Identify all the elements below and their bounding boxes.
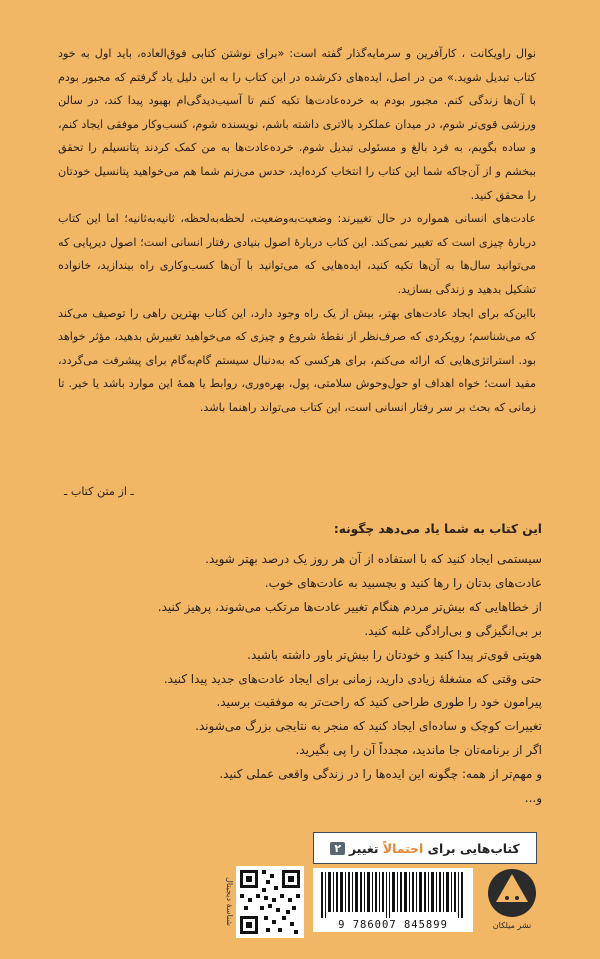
list-item: و مهم‌تر از همه: چگونه این ایده‌ها را در زندگی واقعی عملی کنید. <box>219 767 542 782</box>
series-suffix: تغییر <box>349 840 379 856</box>
list-item: هویتی قوی‌تر پیدا کنید و خودتان را بیش‌تر باور داشته باشید. <box>247 647 542 662</box>
list-item: بر بی‌انگیزگی و بی‌ارادگی غلبه کنید. <box>364 623 542 638</box>
list-item: عادت‌های بدتان را رها کنید و بچسبید به عادت‌های خوب. <box>264 575 542 590</box>
qr-caption: شناسهٔ دیجیتال <box>225 877 234 927</box>
intro-paragraph-3: بااین‌که برای ایجاد عادت‌های بهتر، بیش از یک راه وجود دارد، این کتاب بهترین راهی را توصیف می‌کند که می‌شناسم؛ رویکردی که صرف‌نظر از نقطهٔ شروع و چیزی که می‌خواهید تغییرش بدهید، مؤثر خواهد بود. استراتژی‌هایی که ارائه می‌کنم، برای هرکسی که به‌دنبال سیستم گام‌به‌گام برای پیشرفت می‌گردد، مفید است؛ خواه اهداف او حول‌وحوش سلامتی، پول، بهره‌وری، روابط یا همهٔ این موارد باشد یا خیر. تا زمانی که بحث بر سر رفتار انسانی است، این کتاب می‌تواند راهنما باشد. <box>58 306 536 414</box>
source-note: ـ از متن کتاب ـ <box>64 485 134 498</box>
list-item: از خطاهایی که بیش‌تر مردم هنگام تغییر عادت‌ها مرتکب می‌شوند، پرهیز کنید. <box>157 599 542 614</box>
list-item: سیستمی ایجاد کنید که با استفاده از آن هر روز یک درصد بهتر شوید. <box>205 552 542 566</box>
isbn-number: 9 786007 845899 <box>338 919 448 931</box>
list-item: اگر از برنامه‌تان جا ماندید، مجدداً آن را پی بگیرید. <box>295 743 542 758</box>
intro-paragraph-1: نوال راویکانت ، کارآفرین و سرمایه‌گذار گفته است: «برای نوشتن کتابی فوق‌العاده، باید اول به خود کتاب تبدیل شوید.» من در اصل، ایده‌های ذکرشده در این کتاب را به این دلیل یاد گرفتم که مجبور بودم با آن‌ها زندگی کنم. مجبور بودم به خرده‌عادت‌ها تکیه کنم تا آسیب‌دیدگی‌ام بهبود پیدا کند، در سالن ورزشی قوی‌تر شوم، در میدان عملکرد بالاتری داشته باشم، نویسنده شوم، کسب‌وکار موفقی ایجاد کنم، و ساده بگویم، به فرد بالغ و مسئولی تبدیل شوم. خرده‌عادت‌ها به من کمک کردند پتانسیلم را تحقق ببخشم و از آن‌جاکه شما این کتاب را انتخاب کرده‌اید، حدس می‌زنم شما هم می‌خواهید پتانسیل خودتان را محقق کنید. <box>58 47 536 202</box>
list-item: پیرامون خود را طوری طراحی کنید که راحت‌تر به موفقیت برسید. <box>216 695 542 710</box>
list-item: و... <box>524 791 542 806</box>
barcode-icon <box>313 868 473 918</box>
series-number: ۲ <box>330 842 345 855</box>
intro-text <box>58 42 536 420</box>
series-label <box>313 832 537 864</box>
list-title: این کتاب به شما یاد می‌دهد چگونه: <box>333 522 542 536</box>
benefits-list <box>54 548 542 811</box>
intro-paragraph-2: عادت‌های انسانی همواره در حال تغییرند: وضعیت‌به‌وضعیت، لحظه‌به‌لحظه، ثانیه‌به‌ثانیه؛ اما این کتاب دربارهٔ چیزی است که تغییر نمی‌کند. این کتاب دربارهٔ اصول بنیادی رفتار انسانی است؛ اصول دیرپایی که می‌توانید سال‌ها به آن‌ها تکیه کنید، ایده‌هایی که می‌توانید با آن‌ها کسب‌وکاری راه بیندازید، خانواده تشکیل بدهید و زندگی بسازید. <box>58 212 536 296</box>
list-item: حتی وقتی که مشغلهٔ زیادی دارید، زمانی برای ایجاد عادت‌های جدید پیدا کنید. <box>163 671 542 686</box>
series-prefix: کتاب‌هایی برای <box>427 840 520 856</box>
qr-code-icon <box>236 866 304 938</box>
publisher-name: نشر میلکان <box>492 921 532 930</box>
series-accent: احتمالاً <box>382 840 424 856</box>
list-item: تغییرات کوچک و ساده‌ای ایجاد کنید که منجر به نتایجی بزرگ می‌شوند. <box>195 719 542 734</box>
